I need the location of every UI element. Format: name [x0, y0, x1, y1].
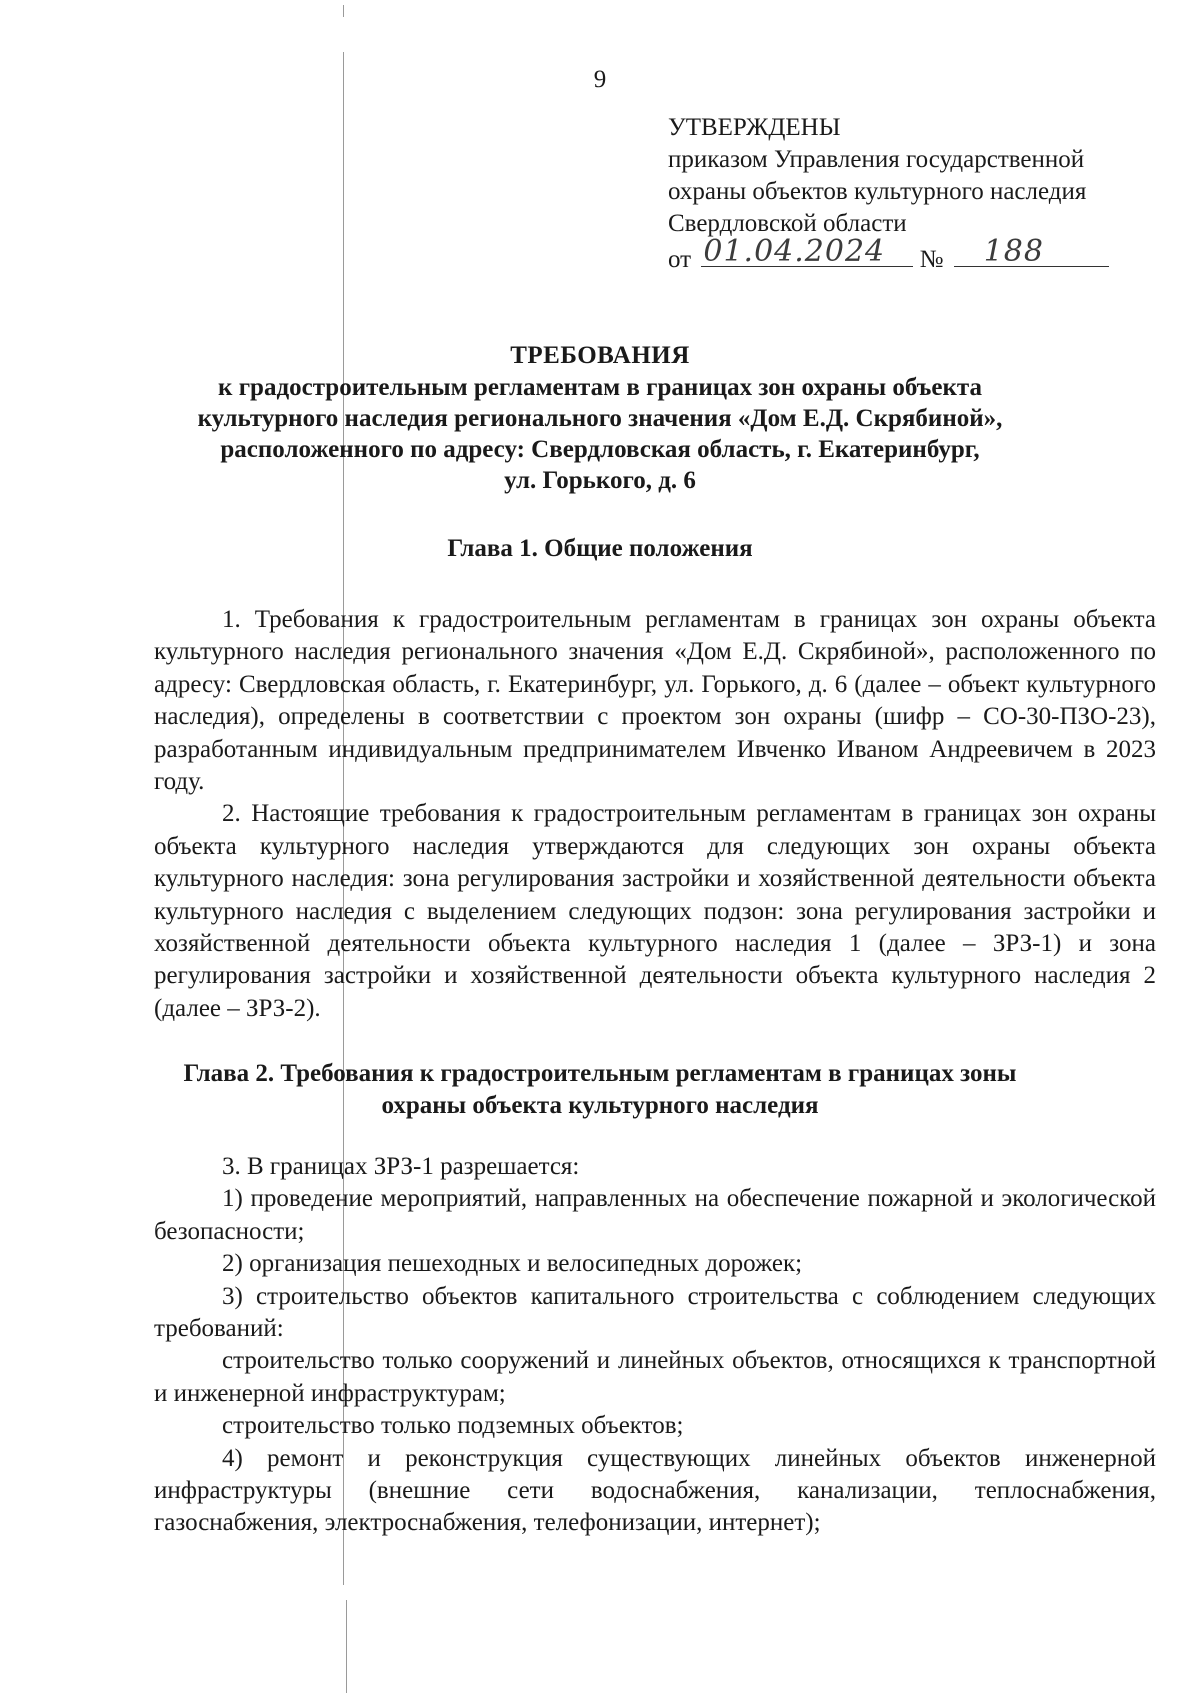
- list-item: 3) строительство объектов капитального строительства с соблюдением следующих требований:: [154, 1282, 1156, 1343]
- paragraph: 2. Настоящие требования к градостроительным регламентам в границах зон охраны объекта культурного наследия утверждаются для следующих зон охраны объекта культурного наследия: зона регулирования застройки и хозяйственной деятельности объекта культурного наследия с выделением следующих подзон: зона регулирования застройки и хозяйственной деятельности объекта культурного наследия 1 (далее – ЗРЗ-1) и зона регулирования застройки и хозяйственной деятельности объекта культурного наследия 2 (далее – ЗРЗ-2).: [154, 800, 1156, 1022]
- number-label: №: [919, 246, 944, 273]
- chapter-1-body: [154, 604, 1156, 1025]
- page-number: 9: [593, 66, 607, 93]
- approval-heading: УТВЕРЖДЕНЫ: [668, 114, 841, 141]
- chapter-2-title-line: охраны объекта культурного наследия: [381, 1092, 819, 1119]
- chapter-2-title: [150, 1058, 1050, 1122]
- paragraph: 3. В границах ЗРЗ-1 разрешается:: [222, 1153, 580, 1180]
- date-field: [701, 234, 913, 269]
- title-line: ул. Горького, д. 6: [504, 467, 696, 494]
- from-label: от: [668, 246, 692, 273]
- list-item: строительство только сооружений и линейных объектов, относящихся к транспортной и инженерной инфраструктурам;: [154, 1347, 1156, 1407]
- paragraph: 1. Требования к градостроительным регламентам в границах зон охраны объекта культурного наследия регионального значения «Дом Е.Д. Скрябиной», расположенного по адресу: Свердловская область, г. Екатеринбург, ул. Горького, д. 6 (далее – объект культурного наследия), определены в соответствии с проектом зон охраны (шифр – СО-30-ПЗО-23), разработанным индивидуальным предпринимателем Ивченко Иваном Андреевичем в 2023 году.: [154, 606, 1156, 796]
- scan-artifact-line: [346, 1600, 347, 1693]
- chapter-2-body: [154, 1151, 1156, 1540]
- approval-line: охраны объектов культурного наследия: [668, 178, 1087, 205]
- title-line: к градостроительным регламентам в границах зон охраны объекта: [218, 374, 982, 401]
- chapter-1-title: Глава 1. Общие положения: [447, 535, 753, 562]
- list-item: 2) организация пешеходных и велосипедных дорожек;: [222, 1250, 803, 1278]
- title-line: культурного наследия регионального значения «Дом Е.Д. Скрябиной»,: [197, 405, 1003, 432]
- chapter-2-title-line: Глава 2. Требования к градостроительным регламентам в границах зоны: [183, 1060, 1017, 1087]
- list-item: строительство только подземных объектов;: [222, 1412, 684, 1440]
- approval-date-number-row: [668, 234, 1188, 274]
- approval-line: Свердловской области: [668, 210, 907, 237]
- title-line: расположенного по адресу: Свердловская область, г. Екатеринбург,: [220, 436, 980, 463]
- approval-line: приказом Управления государственной: [668, 146, 1085, 173]
- handwritten-number: 188: [983, 234, 1044, 269]
- number-field: [954, 234, 1109, 269]
- document-title: [150, 340, 1050, 496]
- list-item: 1) проведение мероприятий, направленных на обеспечение пожарной и экологической безопасности;: [154, 1185, 1156, 1245]
- handwritten-date: 01.04.2024: [703, 234, 886, 269]
- list-item: 4) ремонт и реконструкция существующих линейных объектов инженерной инфраструктуры (внешние сети водоснабжения, канализации, теплоснабжения, газоснабжения, электроснабжения, телефонизации, интернет);: [154, 1444, 1156, 1537]
- scan-artifact-line: [343, 5, 344, 17]
- approval-stamp-block: [668, 112, 1188, 274]
- title-main: ТРЕБОВАНИЯ: [510, 342, 690, 369]
